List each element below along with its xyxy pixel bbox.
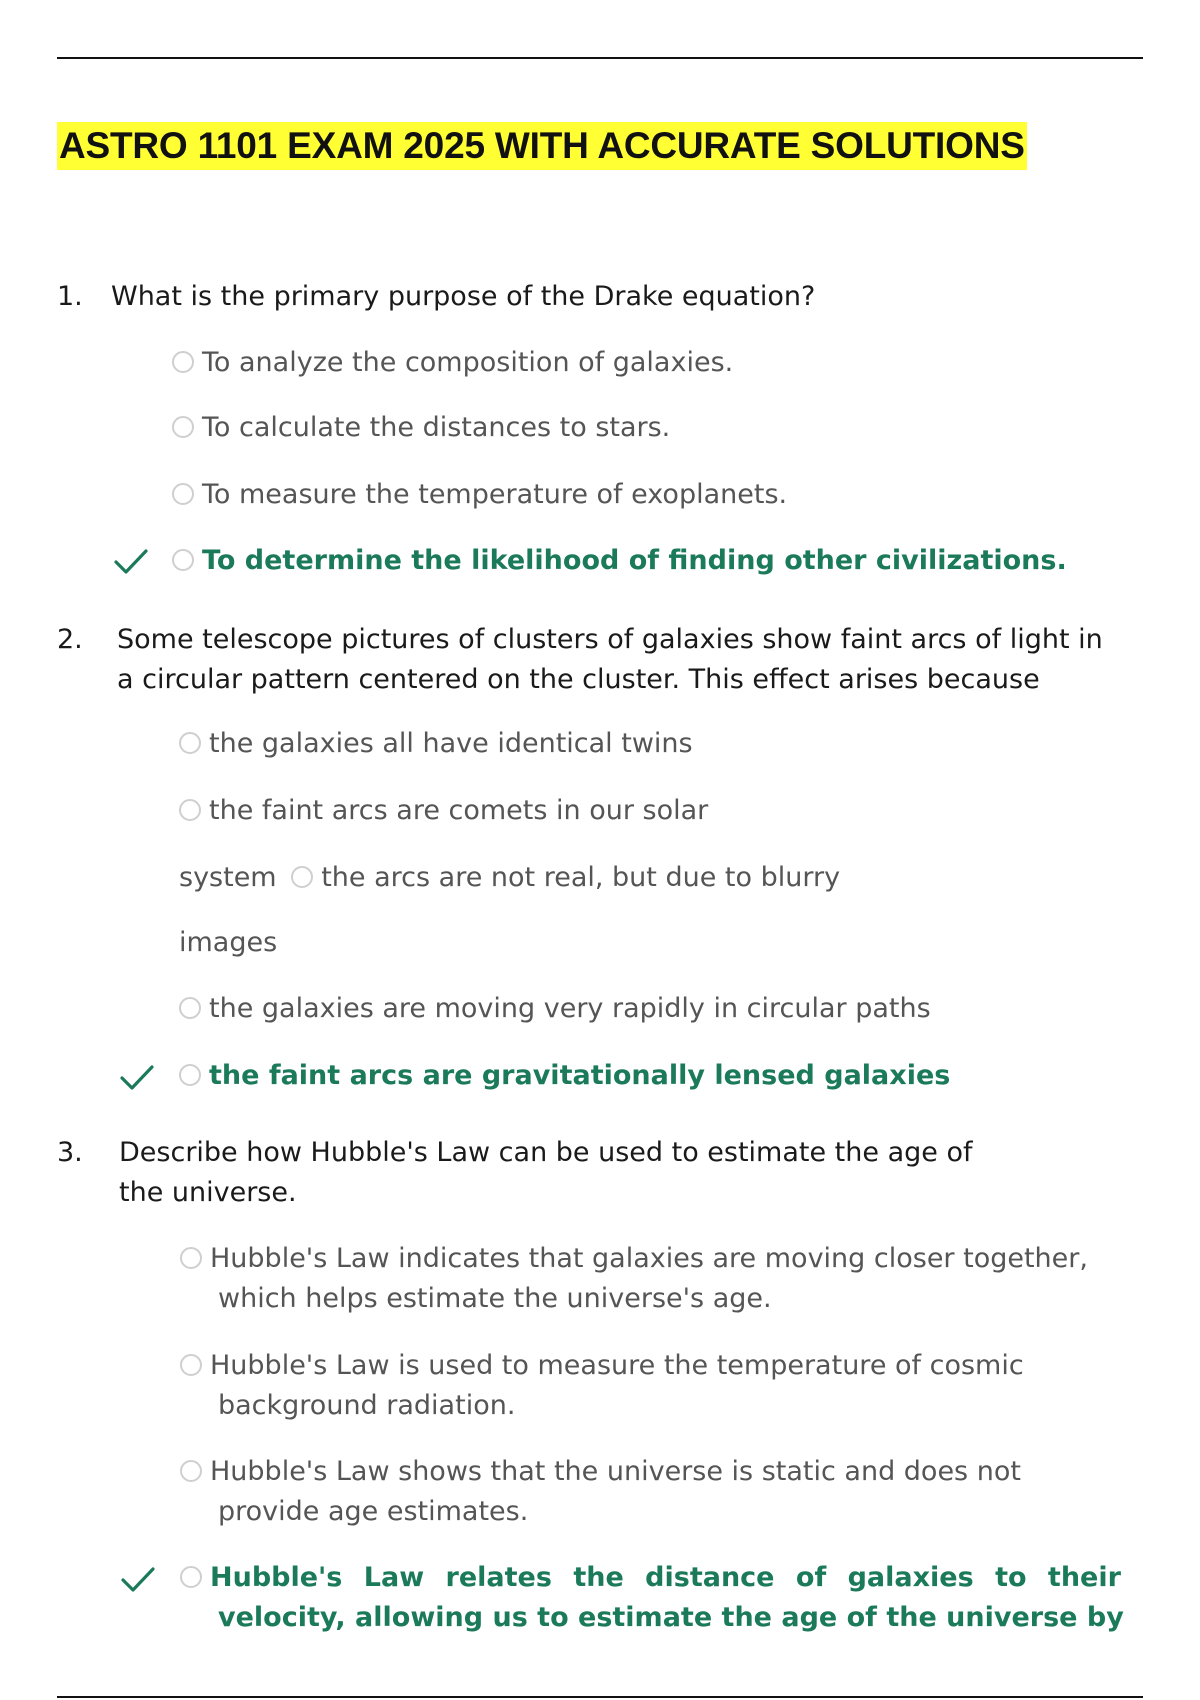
radio-icon[interactable]: [172, 416, 194, 438]
radio-icon[interactable]: [291, 866, 313, 888]
bottom-rule: [57, 1696, 1143, 1698]
question-3-text: Describe how Hubble's Law can be used to estimate the age of the universe.: [119, 1137, 973, 1208]
radio-icon[interactable]: [180, 1460, 202, 1482]
radio-icon[interactable]: [172, 549, 194, 571]
radio-icon[interactable]: [172, 483, 194, 505]
radio-icon[interactable]: [180, 1247, 202, 1269]
q2-option-b[interactable]: the faint arcs are comets in our solar: [179, 791, 708, 831]
q2-option-c[interactable]: system the arcs are not real, but due to blurry: [179, 862, 841, 893]
question-1-text: What is the primary purpose of the Drake equation?: [111, 281, 816, 312]
q1-option-a[interactable]: To analyze the composition of galaxies.: [172, 343, 733, 383]
top-rule: [57, 57, 1143, 59]
q1-option-b[interactable]: To calculate the distances to stars.: [172, 408, 670, 448]
q3-option-b[interactable]: Hubble's Law is used to measure the temperature of cosmic background radiation.: [180, 1346, 1024, 1426]
checkmark-icon: [113, 547, 149, 577]
q2-option-a[interactable]: the galaxies all have identical twins: [179, 724, 693, 764]
question-1-number: 1.: [57, 281, 83, 312]
document-title: ASTRO 1101 EXAM 2025 WITH ACCURATE SOLUTIONS: [57, 122, 1027, 170]
radio-icon[interactable]: [180, 1354, 202, 1376]
q2-option-c-continued: images: [179, 927, 278, 958]
radio-icon[interactable]: [180, 1566, 202, 1588]
checkmark-icon: [119, 1063, 155, 1093]
q3-option-d-correct[interactable]: Hubble's Law relates the distance of galaxies to their velocity, allowing us to estimate the age of the universe by: [180, 1558, 1124, 1638]
q3-option-a[interactable]: Hubble's Law indicates that galaxies are moving closer together, which helps estimate the universe's age.: [180, 1239, 1088, 1319]
question-2-number: 2.: [57, 624, 83, 655]
radio-icon[interactable]: [179, 799, 201, 821]
q1-option-c[interactable]: To measure the temperature of exoplanets.: [172, 475, 787, 515]
radio-icon[interactable]: [179, 997, 201, 1019]
question-2-text: Some telescope pictures of clusters of galaxies show faint arcs of light in a circular pattern centered on the cluster. This effect arises because: [117, 624, 1103, 695]
checkmark-icon: [120, 1565, 156, 1595]
radio-icon[interactable]: [179, 1064, 201, 1086]
q3-option-c[interactable]: Hubble's Law shows that the universe is static and does not provide age estimates.: [180, 1452, 1021, 1532]
radio-icon[interactable]: [172, 351, 194, 373]
q1-option-d-correct[interactable]: To determine the likelihood of finding other civilizations.: [172, 541, 1067, 581]
radio-icon[interactable]: [179, 732, 201, 754]
q2-option-d[interactable]: the galaxies are moving very rapidly in circular paths: [179, 989, 931, 1029]
q2-option-e-correct[interactable]: the faint arcs are gravitationally lensed galaxies: [179, 1056, 950, 1096]
question-3-number: 3.: [57, 1137, 83, 1168]
